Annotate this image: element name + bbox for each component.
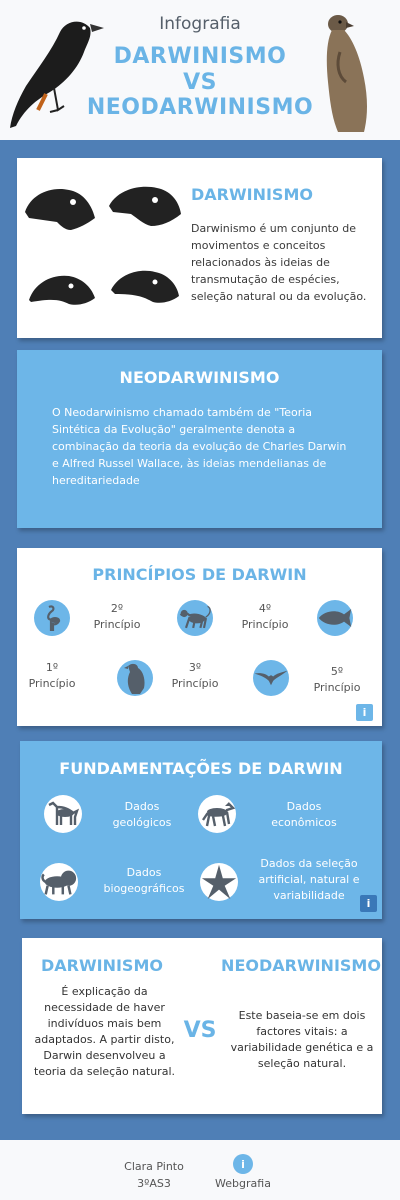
neodarwinismo-title: NEODARWINISMO <box>119 368 280 387</box>
webgrafia-info-icon[interactable]: i <box>233 1154 253 1174</box>
author-name: Clara Pinto <box>124 1160 184 1173</box>
comparison-darwinismo-title: DARWINISMO <box>41 956 163 975</box>
principio-1-label: 1º Princípio <box>28 661 76 690</box>
comparison-card <box>22 938 382 1114</box>
neodarwinismo-card <box>17 350 382 528</box>
footer <box>0 1140 400 1200</box>
flamingo-icon <box>34 600 70 636</box>
comparison-neodarwinismo-text: Este baseia-se em dois factores vitais: a variabilidade genética e a seleção natural. <box>230 1009 374 1070</box>
header <box>0 0 400 150</box>
fish-icon <box>317 600 353 636</box>
eagle-icon <box>253 660 289 696</box>
principios-info-button[interactable]: i <box>356 704 373 721</box>
dados-geologicos-label: Dados geológicos <box>112 800 172 829</box>
main-title-line1: DARWINISMO <box>113 44 287 69</box>
fundamentacoes-info-button[interactable]: i <box>360 895 377 912</box>
darwinismo-title: DARWINISMO <box>191 185 313 204</box>
principio-2-label: 2º Princípio <box>93 602 141 631</box>
vs-label: VS <box>183 1018 217 1043</box>
dados-selecao-label: Dados da seleção artificial, natural e variabilidade <box>258 857 360 902</box>
main-title-line3: NEODARWINISMO <box>86 95 314 120</box>
principio-3-label: 3º Princípio <box>171 661 219 690</box>
fundamentacoes-card <box>20 741 382 919</box>
infographic-kicker: Infografia <box>159 14 241 34</box>
principio-5-label: 5º Princípio <box>313 665 361 694</box>
principios-title: PRINCÍPIOS DE DARWIN <box>92 565 307 584</box>
vulture-icon <box>117 660 153 696</box>
neodarwinismo-text: O Neodarwinismo chamado também de "Teoria Sintética da Evolução" geralmente denota a combinação da teoria da evolução de Charles Darwin e Alfred Russel Wallace, às ideias mendelianas de hereditariedade <box>52 406 347 487</box>
author-class: 3ºAS3 <box>137 1177 171 1190</box>
webgrafia-link[interactable]: Webgrafia <box>215 1177 271 1190</box>
dados-economicos-label: Dados econômicos <box>271 800 337 829</box>
finches-icon <box>21 172 189 322</box>
wolf-icon <box>44 795 82 833</box>
principio-4-label: 4º Princípio <box>241 602 289 631</box>
main-title-vs: VS <box>183 70 217 95</box>
comparison-neodarwinismo-title: NEODARWINISMO <box>221 956 381 975</box>
starfish-icon <box>200 863 238 901</box>
monkey-icon <box>177 600 213 636</box>
comparison-darwinismo-text: É explicação da necessidade de haver indivíduos mais bem adaptados. A partir disto, Darwin desenvolveu a teoria da seleção natural. <box>34 985 175 1078</box>
darwinismo-card <box>17 158 382 338</box>
dados-biogeograficos-label: Dados biogeográficos <box>103 866 185 895</box>
darwinismo-text: Darwinismo é um conjunto de movimentos e conceitos relacionados às ideias de transmutação de espécies, seleção natural ou da evolução. <box>191 222 367 303</box>
principios-card <box>17 548 382 726</box>
fundamentacoes-title: FUNDAMENTAÇÕES DE DARWIN <box>59 759 343 778</box>
horse-icon <box>198 795 236 833</box>
lion-icon <box>40 863 78 901</box>
